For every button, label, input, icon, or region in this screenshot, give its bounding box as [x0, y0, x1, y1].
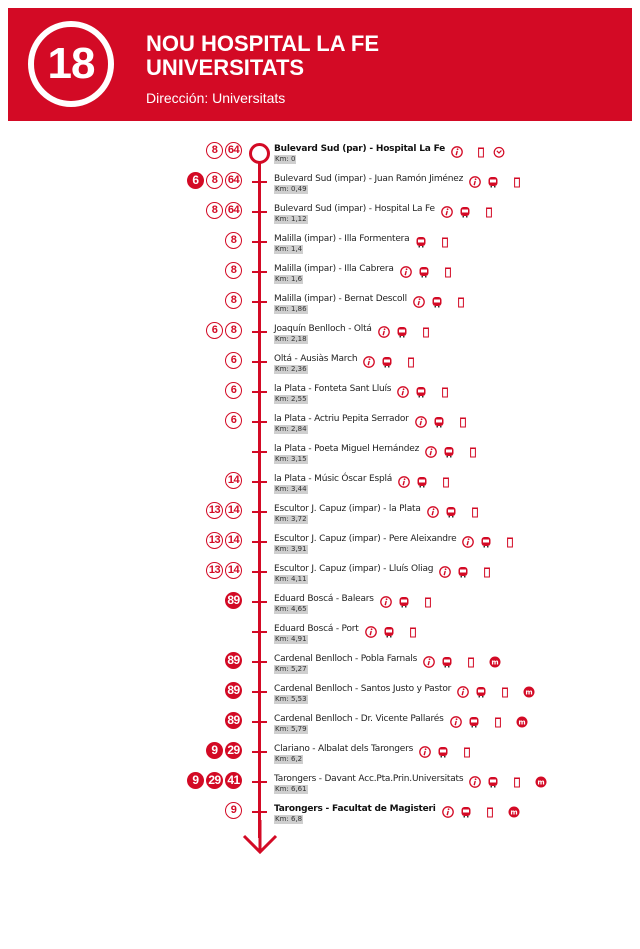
connecting-lines [225, 262, 242, 282]
stop-distance: Km: 6,61 [275, 785, 307, 793]
stop-name[interactable]: Escultor J. Capuz (impar) - la Plata [274, 504, 421, 514]
stop-tick-mark [252, 421, 267, 423]
stop-distance: Km: 4,11 [275, 575, 307, 583]
stop-info [274, 263, 454, 275]
stop-row[interactable] [0, 562, 640, 592]
stop-tick-mark [252, 661, 267, 663]
connecting-line-badge[interactable]: 9 [206, 742, 223, 759]
waste-bin-icon [407, 623, 419, 635]
bus-shelter-icon [459, 203, 471, 215]
waste-bin-icon [457, 413, 469, 425]
stop-info [274, 503, 481, 515]
bus-shelter-icon [460, 803, 472, 815]
connecting-lines [225, 232, 242, 252]
bus-shelter-icon [445, 503, 457, 515]
stop-tick-mark [252, 691, 267, 693]
stop-row[interactable] [0, 772, 640, 802]
waste-bin-icon [455, 293, 467, 305]
waste-bin-icon [465, 653, 477, 665]
info-icon[interactable] [425, 443, 437, 455]
stop-tick-mark [252, 391, 267, 393]
stop-row[interactable] [0, 472, 640, 502]
stop-row[interactable] [0, 592, 640, 622]
connecting-line-badge[interactable]: 14 [225, 532, 242, 549]
stop-tick-mark [252, 331, 267, 333]
metro-icon [523, 683, 535, 695]
stop-info [274, 773, 547, 785]
stop-distance: Km: 2,55 [275, 395, 307, 403]
connecting-line-badge[interactable]: 8 [206, 202, 223, 219]
bus-shelter-icon [431, 293, 443, 305]
connecting-lines [225, 802, 242, 822]
stop-info [274, 533, 516, 545]
stop-row[interactable] [0, 442, 640, 472]
connecting-lines [225, 472, 242, 492]
connecting-line-badge[interactable]: 6 [225, 352, 242, 369]
stop-row[interactable] [0, 412, 640, 442]
stop-info [274, 563, 493, 575]
connecting-lines [225, 592, 242, 612]
line-number-badge: 18 [28, 21, 114, 107]
metro-icon [516, 713, 528, 725]
bus-shelter-icon [433, 413, 445, 425]
stop-name[interactable]: Oltá - Ausiàs March [274, 354, 358, 364]
bus-shelter-icon [475, 683, 487, 695]
connecting-lines [206, 562, 242, 582]
stop-distance: Km: 5,79 [275, 725, 307, 733]
stop-row[interactable] [0, 622, 640, 652]
stop-name[interactable]: Cardenal Benlloch - Dr. Vicente Pallarés [274, 714, 444, 724]
stop-name[interactable]: Bulevard Sud (par) - Hospital La Fe [274, 144, 446, 154]
stop-name[interactable]: Tarongers - Davant Acc.Pta.Prin.Universitats [274, 774, 464, 784]
connecting-line-badge[interactable]: 8 [225, 292, 242, 309]
stop-name[interactable]: Malilla (impar) - Bernat Descoll [274, 294, 407, 304]
connecting-line-badge[interactable]: 89 [225, 652, 242, 669]
waste-bin-icon [405, 353, 417, 365]
stop-tick-mark [252, 271, 267, 273]
connecting-line-badge[interactable]: 6 [187, 172, 204, 189]
bus-shelter-icon [437, 743, 449, 755]
stop-tick-mark [252, 181, 267, 183]
bus-shelter-icon [468, 713, 480, 725]
stop-info [274, 353, 417, 365]
connecting-line-badge[interactable]: 14 [225, 562, 242, 579]
info-icon[interactable] [397, 383, 409, 395]
connecting-line-badge[interactable]: 41 [225, 772, 242, 789]
stop-info [274, 293, 467, 305]
stop-info [274, 173, 523, 185]
info-icon[interactable] [469, 173, 481, 185]
connecting-lines [187, 172, 242, 192]
info-icon[interactable] [400, 263, 412, 275]
waste-bin-icon [440, 473, 452, 485]
connecting-lines [225, 712, 242, 732]
stop-tick-mark [252, 361, 267, 363]
connecting-lines [206, 502, 242, 522]
stop-tick-mark [252, 481, 267, 483]
stop-tick-mark [252, 301, 267, 303]
waste-bin-icon [467, 443, 479, 455]
stop-distance: Km: 5,27 [275, 665, 307, 673]
connecting-line-badge[interactable]: 8 [206, 142, 223, 159]
route-title [146, 32, 379, 80]
waste-bin-icon [484, 803, 496, 815]
waste-bin-icon [483, 203, 495, 215]
waste-bin-icon [439, 383, 451, 395]
connecting-line-badge[interactable]: 6 [225, 382, 242, 399]
stop-tick-mark [252, 571, 267, 573]
stop-tick-mark [252, 781, 267, 783]
connecting-lines [206, 202, 242, 222]
connecting-line-badge[interactable]: 8 [225, 322, 242, 339]
stop-tick-mark [252, 631, 267, 633]
metro-icon [508, 803, 520, 815]
info-icon[interactable] [363, 353, 375, 365]
stop-distance: Km: 0,49 [275, 185, 307, 193]
bus-shelter-icon [396, 323, 408, 335]
info-icon[interactable] [380, 593, 392, 605]
stop-distance: Km: 2,18 [275, 335, 307, 343]
bus-shelter-icon [416, 473, 428, 485]
svg-text:m: m [510, 808, 518, 817]
stop-distance: Km: 1,12 [275, 215, 307, 223]
stop-info [274, 623, 419, 635]
bus-shelter-icon [415, 383, 427, 395]
connecting-lines [225, 292, 242, 312]
stop-distance: Km: 1,4 [275, 245, 303, 253]
connecting-line-badge[interactable]: 89 [225, 712, 242, 729]
stop-tick-mark [252, 241, 267, 243]
waste-bin-icon [420, 323, 432, 335]
stop-distance: Km: 1,6 [275, 275, 303, 283]
waste-bin-icon [475, 143, 487, 155]
info-icon[interactable] [378, 323, 390, 335]
route-title-line2: UNIVERSITATS [146, 55, 305, 80]
info-icon[interactable] [441, 203, 453, 215]
stop-info [274, 323, 432, 335]
stop-name[interactable]: Eduard Boscá - Balears [274, 594, 374, 604]
stop-name[interactable]: Joaquín Benlloch - Oltá [274, 324, 372, 334]
stop-info [274, 143, 505, 155]
stop-distance: Km: 3,91 [275, 545, 307, 553]
stop-info [274, 443, 479, 455]
stop-info [274, 653, 501, 665]
stop-row[interactable] [0, 712, 640, 742]
connecting-line-badge[interactable]: 13 [206, 562, 223, 579]
connecting-line-badge[interactable]: 9 [187, 772, 204, 789]
stop-info [274, 683, 535, 695]
stop-name[interactable]: Bulevard Sud (impar) - Hospital La Fe [274, 204, 435, 214]
stop-row[interactable] [0, 652, 640, 682]
connecting-lines [206, 142, 242, 162]
connecting-line-badge[interactable]: 13 [206, 532, 223, 549]
stop-tick-mark [252, 601, 267, 603]
info-icon[interactable] [451, 143, 463, 155]
waste-bin-icon [439, 233, 451, 245]
connecting-line-badge[interactable]: 6 [225, 412, 242, 429]
connecting-line-badge[interactable]: 8 [225, 232, 242, 249]
stop-row[interactable] [0, 262, 640, 292]
stop-name[interactable]: Tarongers - Facultat de Magisteri [274, 804, 436, 814]
stop-row[interactable] [0, 172, 640, 202]
stop-name[interactable]: Cardenal Benlloch - Pobla Farnals [274, 654, 418, 664]
connecting-line-badge[interactable]: 8 [206, 172, 223, 189]
stop-row[interactable] [0, 382, 640, 412]
stop-row[interactable] [0, 682, 640, 712]
connecting-line-badge[interactable]: 64 [225, 202, 242, 219]
waste-bin-icon [492, 713, 504, 725]
stop-name[interactable]: Cardenal Benlloch - Santos Justo y Pastor [274, 684, 452, 694]
stop-row[interactable] [0, 322, 640, 352]
info-icon[interactable] [469, 773, 481, 785]
waste-bin-icon [469, 503, 481, 515]
stop-name[interactable]: la Plata - Poeta Miguel Hernández [274, 444, 420, 454]
connecting-line-badge[interactable]: 89 [225, 592, 242, 609]
stop-distance: Km: 4,65 [275, 605, 307, 613]
metro-icon [489, 653, 501, 665]
stop-row[interactable] [0, 292, 640, 322]
waste-bin-icon [422, 593, 434, 605]
connecting-lines [225, 352, 242, 372]
stop-name[interactable]: Clariano - Albalat dels Tarongers [274, 744, 414, 754]
stop-tick-mark [252, 721, 267, 723]
connecting-line-badge[interactable]: 14 [225, 472, 242, 489]
stop-info [274, 593, 434, 605]
connecting-line-badge[interactable]: 64 [225, 142, 242, 159]
route-direction: Dirección: Universitats [146, 90, 286, 106]
stop-name[interactable]: Escultor J. Capuz (impar) - Lluís Oliag [274, 564, 434, 574]
info-icon[interactable] [398, 473, 410, 485]
info-icon[interactable] [427, 503, 439, 515]
stop-info [274, 383, 451, 395]
route-title-line1: NOU HOSPITAL LA FE [146, 31, 380, 56]
info-icon[interactable] [442, 803, 454, 815]
connecting-lines [225, 382, 242, 402]
connecting-line-badge[interactable]: 14 [225, 502, 242, 519]
info-icon[interactable] [439, 563, 451, 575]
bus-shelter-icon [457, 563, 469, 575]
stop-distance: Km: 3,44 [275, 485, 307, 493]
svg-text:m: m [491, 658, 499, 667]
stop-row[interactable] [0, 802, 640, 832]
waste-bin-icon [511, 773, 523, 785]
stop-row[interactable] [0, 742, 640, 772]
connecting-lines [187, 772, 242, 792]
connecting-lines [225, 682, 242, 702]
info-icon[interactable] [450, 713, 462, 725]
stop-row[interactable] [0, 232, 640, 262]
bus-shelter-icon [480, 533, 492, 545]
waste-bin-icon [442, 263, 454, 275]
stop-tick-mark [252, 211, 267, 213]
stop-info [274, 713, 528, 725]
svg-text:m: m [537, 778, 546, 787]
stop-distance: Km: 2,36 [275, 365, 307, 373]
stop-row[interactable] [0, 202, 640, 232]
stop-name[interactable]: Eduard Boscá - Port [274, 624, 359, 634]
connecting-lines [225, 412, 242, 432]
waste-bin-icon [481, 563, 493, 575]
stop-name[interactable]: Malilla (impar) - Illa Cabrera [274, 264, 394, 274]
stop-name[interactable]: Malilla (impar) - Illa Formentera [274, 234, 410, 244]
svg-text:m: m [525, 688, 533, 697]
info-icon[interactable] [423, 653, 435, 665]
connecting-line-badge[interactable]: 9 [225, 802, 242, 819]
info-icon[interactable] [415, 413, 427, 425]
connecting-lines [206, 532, 242, 552]
metro-icon [535, 773, 547, 785]
stop-distance: Km: 2,84 [275, 425, 307, 433]
connecting-line-badge[interactable]: 29 [206, 772, 223, 789]
stop-name[interactable]: la Plata - Músic Óscar Esplá [274, 474, 393, 484]
stop-info [274, 203, 495, 215]
stop-name[interactable]: Bulevard Sud (impar) - Juan Ramón Jiménez [274, 174, 464, 184]
connecting-line-badge[interactable]: 13 [206, 502, 223, 519]
stop-distance: Km: 6,2 [275, 755, 303, 763]
bus-shelter-icon [443, 443, 455, 455]
bus-shelter-icon [487, 173, 499, 185]
info-icon[interactable] [457, 683, 469, 695]
stop-row[interactable] [0, 532, 640, 562]
bus-shelter-icon [441, 653, 453, 665]
stop-tick-mark [252, 811, 267, 813]
stop-info [274, 473, 452, 485]
stop-info [274, 743, 473, 755]
stop-distance: Km: 5,53 [275, 695, 307, 703]
stop-distance: Km: 0 [275, 155, 296, 163]
bus-shelter-icon [381, 353, 393, 365]
connecting-lines [206, 322, 242, 342]
info-icon[interactable] [365, 623, 377, 635]
info-icon[interactable] [462, 533, 474, 545]
stop-row[interactable] [0, 352, 640, 382]
stop-tick-mark [252, 511, 267, 513]
info-icon[interactable] [419, 743, 431, 755]
bus-shelter-icon [415, 233, 427, 245]
stop-tick-mark [252, 541, 267, 543]
stop-tick-mark [252, 751, 267, 753]
bus-shelter-icon [418, 263, 430, 275]
connecting-line-badge[interactable]: 6 [206, 322, 223, 339]
stop-distance: Km: 6,8 [275, 815, 303, 823]
bus-shelter-icon [398, 593, 410, 605]
route-header-banner [8, 8, 632, 121]
bus-shelter-icon [487, 773, 499, 785]
waste-bin-icon [461, 743, 473, 755]
waste-bin-icon [511, 173, 523, 185]
stop-info [274, 413, 469, 425]
clock-icon [493, 143, 505, 155]
stop-distance: Km: 1,86 [275, 305, 307, 313]
connecting-line-badge[interactable]: 89 [225, 682, 242, 699]
stop-distance: Km: 4,91 [275, 635, 307, 643]
svg-text:m: m [517, 718, 526, 727]
info-icon[interactable] [413, 293, 425, 305]
stop-name[interactable]: la Plata - Fonteta Sant Lluís [274, 384, 392, 394]
stop-info [274, 233, 451, 245]
stop-name[interactable]: Escultor J. Capuz (impar) - Pere Aleixandre [274, 534, 457, 544]
waste-bin-icon [499, 683, 511, 695]
connecting-line-badge[interactable]: 29 [225, 742, 242, 759]
stop-row[interactable] [0, 502, 640, 532]
stop-tick-mark [252, 451, 267, 453]
stop-distance: Km: 3,15 [275, 455, 307, 463]
connecting-lines [225, 652, 242, 672]
stop-row[interactable] [0, 142, 640, 172]
bus-shelter-icon [383, 623, 395, 635]
stop-info [274, 803, 520, 815]
connecting-line-badge[interactable]: 8 [225, 262, 242, 279]
connecting-lines [206, 742, 242, 762]
stop-distance: Km: 3,72 [275, 515, 307, 523]
connecting-line-badge[interactable]: 64 [225, 172, 242, 189]
stop-name[interactable]: la Plata - Actriu Pepita Serrador [274, 414, 409, 424]
waste-bin-icon [504, 533, 516, 545]
